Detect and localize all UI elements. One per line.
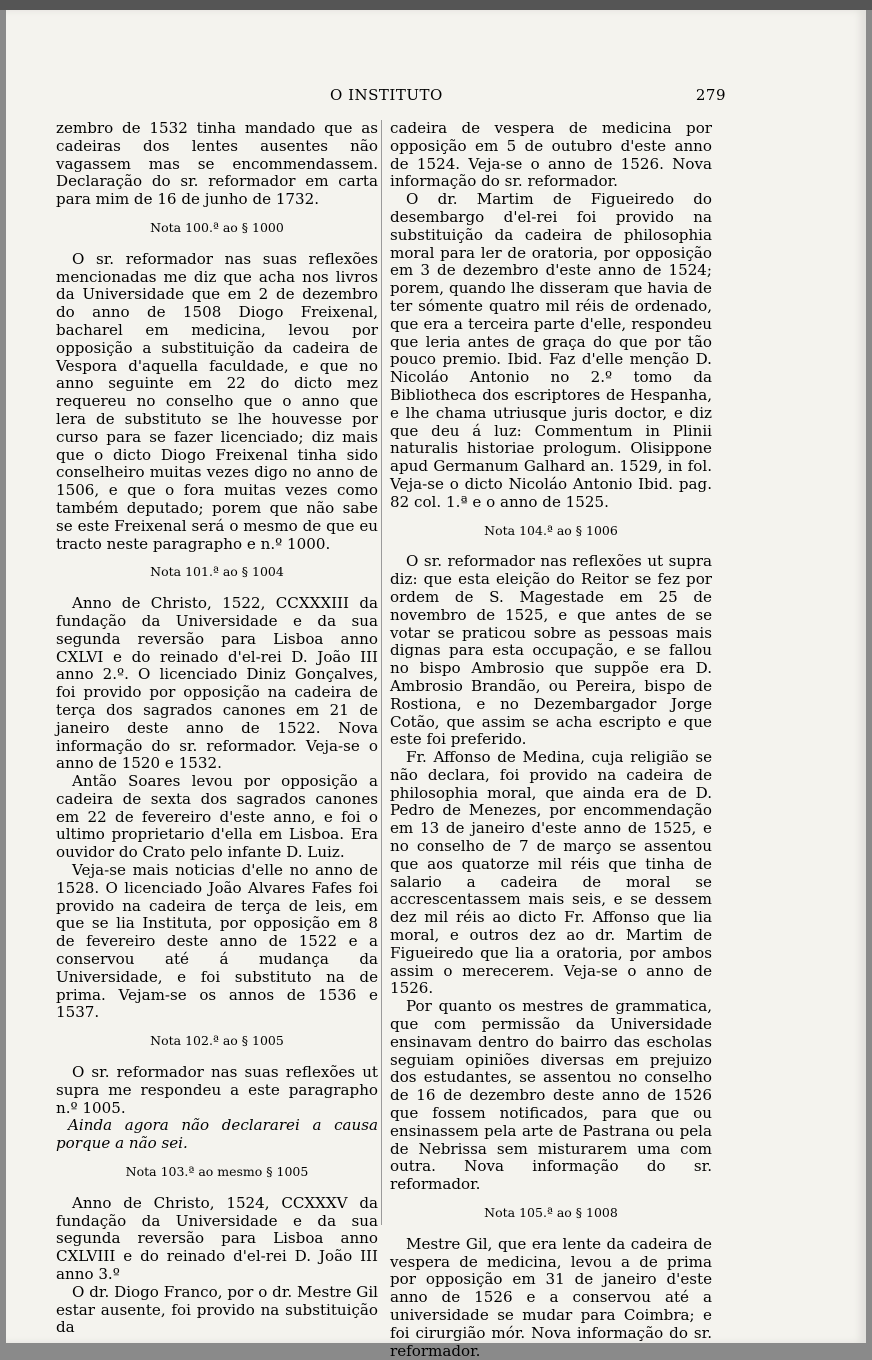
- paragraph: Mestre Gil, que era lente da cadeira de vespera de medicina, levou a de prima por opposição em 31 de janeiro d'este anno de 1526 e a conservou até a universidade se mudar para Coimbra; e foi cirurgião mór. Nova informação do sr. reformador.: [390, 1234, 712, 1360]
- paragraph: Antão Soares levou por opposição a cadeira de sexta dos sagrados canones em 22 de fevereiro d'este anno, e foi o ultimo proprietario d'ella em Lisboa. Era ouvidor do Crato pelo infante D. Luiz.: [56, 772, 378, 862]
- right-column: [390, 120, 712, 1360]
- column-divider: [381, 120, 382, 1225]
- note-heading: Nota 102.ª ao § 1005: [150, 1033, 284, 1049]
- note-heading: Nota 105.ª ao § 1008: [484, 1205, 618, 1221]
- paragraph: Anno de Christo, 1522, CCXXXIII da fundação da Universidade e da sua segunda reversão para Lisboa anno CXLVI e do reinado d'el-rei D. João III anno 2.º. O licenciado Diniz Gonçalves, foi provido por opposição na cadeira de terça dos sagrados canones em 21 de janeiro deste anno de 1522. Nova informação do sr. reformador. Veja-se o anno de 1520 e 1532.: [56, 594, 378, 773]
- page-number: 279: [695, 86, 726, 104]
- paragraph: cadeira de vespera de medicina por opposição em 5 de outubro d'este anno de 1524. Veja-se o anno de 1526. Nova informação do sr. reformador.: [390, 119, 712, 191]
- paragraph: O sr. reformador nas reflexões ut supra diz: que esta eleição do Reitor se fez por ordem de S. Magestade em 25 de novembro de 1525, e que antes de se votar se praticou sobre as pessoas mais dignas para esta occupação, e se fallou no bispo Ambrosio que suppõe era D. Ambrosio Brandão, ou Pereira, bispo de Rostiona, e no Dezembargador Jorge Cotão, que assim se acha escripto e que este foi preferido.: [390, 552, 712, 749]
- note-heading: Nota 104.ª ao § 1006: [484, 522, 618, 538]
- note-heading: Nota 101.ª ao § 1004: [150, 564, 284, 580]
- paragraph: Fr. Affonso de Medina, cuja religião se não declara, foi provido na cadeira de philosophia moral, que ainda era de D. Pedro de Menezes, por encommendação em 13 de janeiro d'este anno de 1525, e no conselho de 7 de março se assentou que aos quatorze mil réis que tinha de salario a cadeira de moral se accrescentassem mais seis, e se dessem dez mil réis ao dicto Fr. Affonso que lia moral, e outros dez ao dr. Martim de Figueiredo que lia a oratoria, por ambos assim o merecerem. Veja-se o anno de 1526.: [390, 748, 712, 998]
- note-heading: Nota 100.ª ao § 1000: [150, 219, 284, 235]
- paragraph: O sr. reformador nas suas reflexões mencionadas me diz que acha nos livros da Universidade que em 2 de dezembro do anno de 1508 Diogo Freixenal, bacharel em medicina, levou por opposição a substituição da cadeira de Vespora d'aquella faculdade, e que no anno seguinte em 22 do dicto mez requereu no conselho que o anno que lera de substituto se lhe houvesse por curso para se fazer licenciado; diz mais que o dicto Diogo Freixenal tinha sido conselheiro muitas vezes digo no anno de 1506, e que o fora muitas vezes como também deputado; porem que não sabe se este Freixenal será o mesmo de que eu tracto neste paragrapho e n.º 1000.: [56, 249, 378, 553]
- paragraph: O sr. reformador nas suas reflexões ut supra me respondeu a este paragrapho n.º 1005.: [56, 1063, 378, 1117]
- paragraph: Veja-se mais noticias d'elle no anno de 1528. O licenciado João Alvares Fafes foi provido na cadeira de terça de leis, em que se lia Instituta, por opposição em 8 de fevereiro deste anno de 1522 e a conservou até á mudança da Universidade, e foi substituto na de prima. Vejam-se os annos de 1536 e 1537.: [56, 861, 378, 1022]
- paragraph: O dr. Martim de Figueiredo do desembargo d'el-rei foi provido na substituição da cadeira de philosophia moral para ler de oratoria, por opposição em 3 de dezembro d'este anno de 1524; porem, quando lhe disseram que havia de ter sómente quatro mil réis de ordenado, que era a terceira parte d'elle, respondeu que leria antes de graça do que por tão pouco premio. Ibid. Faz d'elle menção D. Nicoláo Antonio no 2.º tomo da Bibliotheca dos escriptores de Hespanha, e lhe chama utriusque juris doctor, e diz que deu á luz: Commentum in Plinii naturalis historiae prologum. Olisippone apud Germanum Galhard an. 1529, in fol. Veja-se o dicto Nicoláo Antonio Ibid. pag. 82 col. 1.ª e o anno de 1525.: [390, 190, 712, 511]
- paragraph: Por quanto os mestres de grammatica, que com permissão da Universidade ensinavam dentro do bairro das escholas seguiam opiniões diversas em prejuizo dos estudantes, se assentou no conselho de 16 de dezembro deste anno de 1526 que fossem notificados, para que ou ensinassem pela arte de Pastrana ou pela de Nebrissa sem misturarem uma com outra. Nova informação do sr. reformador.: [390, 997, 712, 1194]
- left-column: [56, 120, 378, 1337]
- journal-title: O INSTITUTO: [330, 86, 443, 104]
- paragraph: O dr. Diogo Franco, por o dr. Mestre Gil estar ausente, foi provido na substituição da: [56, 1282, 378, 1337]
- italic-paragraph: Ainda agora não declararei a causa porque a não sei.: [56, 1116, 378, 1153]
- paragraph: zembro de 1532 tinha mandado que as cadeiras dos lentes ausentes não vagassem mas se encommendassem. Declaração do sr. reformador em carta para mim de 16 de junho de 1732.: [56, 119, 378, 209]
- note-heading: Nota 103.ª ao mesmo § 1005: [125, 1164, 309, 1180]
- scan-top-edge: [0, 0, 872, 10]
- paragraph: Anno de Christo, 1524, CCXXXV da fundação da Universidade e da sua segunda reversão para Lisboa anno CXLVIII e do reinado d'el-rei D. João III anno 3.º: [56, 1193, 378, 1284]
